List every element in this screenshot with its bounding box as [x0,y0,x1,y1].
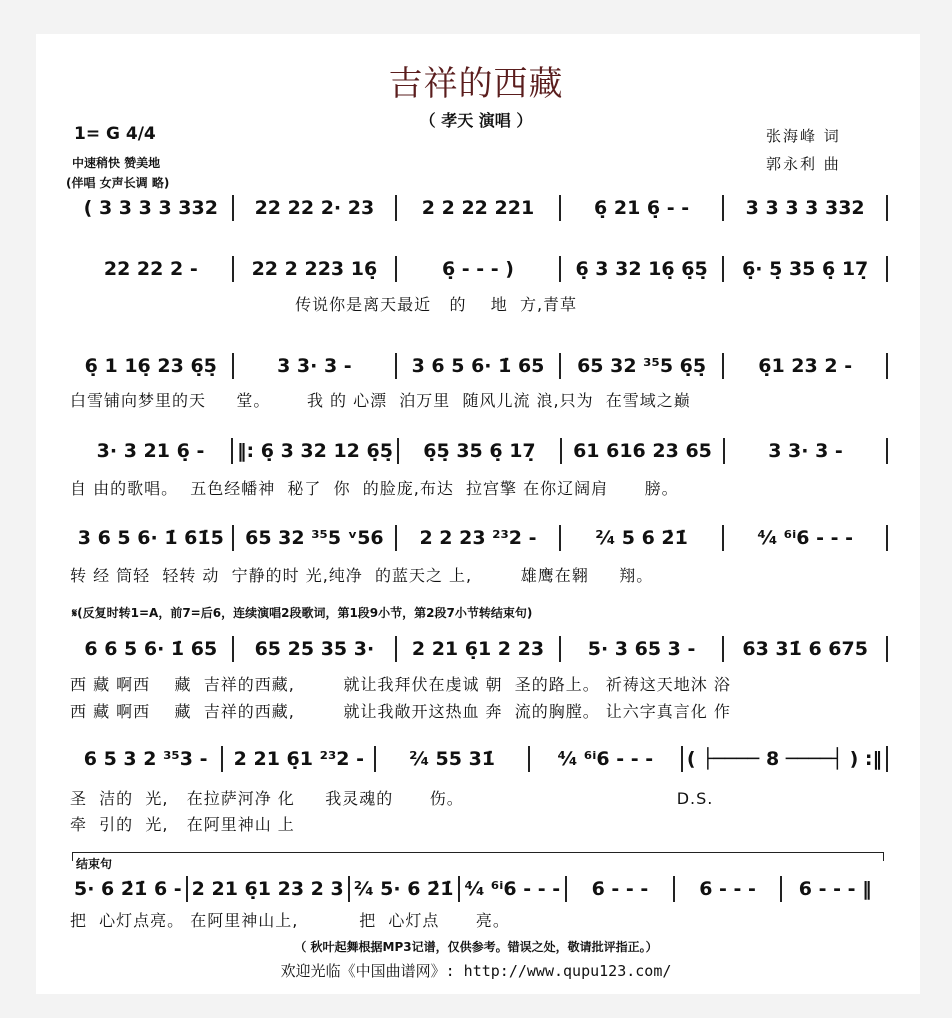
bar-line [886,746,888,772]
bar-line [886,438,888,464]
lyric-line: 自 由的歌唱。 五色经幡神 秘了 你 的脸庞,布达 拉宫擎 在你辽阔肩 膀。 [70,479,679,498]
measure: 5· 3 65 3 - [587,638,696,660]
measure: 6 - - - [699,878,756,900]
measure: 2 2 23 ²³2 - [419,527,537,549]
bar-line [886,353,888,379]
measure: ⁴⁄₄ ⁶ⁱ6 - - - [464,878,561,900]
measure: 3 3· 3 - [277,355,352,377]
accompaniment-note: (伴唱 女声长调 略) [66,176,170,190]
lyric-line: 转 经 筒轻 轻转 动 宁静的时 光,纯净 的蓝天之 上, 雄鹰在翱 翔。 [70,566,654,585]
segno-instruction: 𝄋(反复时转1=A，前7=后6，连续演唱2段歌词，第1段9小节，第2段7小节转结束句) [72,606,533,620]
lyric-line: 西 藏 啊西 藏 吉祥的西藏, 就让我敞开这热血 奔 流的胸膛。 让六字真言化 作 [70,702,731,721]
ending-label: 结束句 [76,857,113,871]
lyric-line: 把 心灯点亮。 在阿里神山上, 把 心灯点 亮。 [70,911,510,930]
lyric-line: 白雪铺向梦里的天 堂。 我 的 心漂 泊万里 随风儿流 浪,只为 在雪域之巅 [70,391,691,410]
lyric-line: 西 藏 啊西 藏 吉祥的西藏, 就让我拜伏在虔诚 朝 圣的路上。 祈祷这天地沐 浴 [70,675,731,694]
measure: ²⁄₄ 55 31̇ [409,748,496,770]
measure: 22 2 223 16̣ [251,258,378,280]
staff-system [70,352,888,380]
measure: 22 22 2 - [103,258,198,280]
measure: 6̣ 1 16̣ 23 6̣5̣ [84,355,217,377]
bar-line [886,636,888,662]
measure: 2 2 22 221 [421,197,535,219]
measure: 6 - - - [591,878,649,900]
measure: 6̣· 5̣ 35 6̣ 17̣ [742,258,869,280]
singer: （ 孝天 演唱 ） [419,111,533,130]
lyric-line: 圣 洁的 光, 在拉萨河净 化 我灵魂的 伤。 D.S. [70,789,714,808]
measure: 2 21 6̣1 ²³2 - [233,748,364,770]
measure: 22 22 2· 23 [254,197,375,219]
measure: 3 6 5 6· 1̇ 61̇5 [77,527,224,549]
measure: 2 21 6̣1 23 2 3 [191,878,344,900]
measure: 61 616 23 65 [573,440,712,462]
measure: 5· 6 2̇1̇ 6 - [74,878,182,900]
song-title: 吉祥的西藏 [388,64,564,104]
measure: 6 5 3 2 ³⁵3 - [83,748,208,770]
measure: ‖: 6̣ 3 32 12 6̣5̣ [237,440,393,462]
measure: 3· 3 21 6̣ - [96,440,205,462]
measure: 65 32 ³⁵5 ᵛ56 [245,527,384,549]
measure: 6 - - - ‖ [798,878,872,900]
tempo-marking: 中速稍快 赞美地 [72,156,161,170]
measure: ⁴⁄₄ ⁶ⁱ6 - - - [757,527,853,549]
staff-system [70,255,888,283]
composer: 郭永利 曲 [766,155,841,173]
site-link[interactable]: 欢迎光临《中国曲谱网》: http://www.qupu123.com/ [280,962,672,980]
measure: 6̣1 23 2 - [758,355,853,377]
measure: 65 25 35 3· [254,638,375,660]
key-signature: 1= G 4/4 [74,124,156,144]
measure: 6 6 5 6· 1̇ 65 [84,638,218,660]
staff-system [70,745,888,773]
staff-system [70,194,888,222]
lyricist: 张海峰 词 [766,127,841,145]
bar-line [886,195,888,221]
measure: ²⁄₄ 5· 6 2̇1̇ [353,878,454,900]
staff-system [70,635,888,663]
lyric-line: 牵 引的 光, 在阿里神山 上 [70,815,295,834]
disclaimer: （ 秋叶起舞根据MP3记谱，仅供参考。错误之处，敬请批评指正。） [294,940,658,954]
measure: 3 6 5 6· 1̇ 65 [411,355,545,377]
measure: ²⁄₄ 5 6 2̇1̇ [595,527,688,549]
measure: 3 3· 3 - [768,440,843,462]
measure: 6̣ 3 32 16̣ 6̣5̣ [575,258,708,280]
bar-line [886,525,888,551]
measure: ⁴⁄₄ ⁶ⁱ6 - - - [557,748,654,770]
staff-system [70,437,888,465]
measure: ( ├──── 8 ────┤ ) :‖ [686,748,883,770]
measure: 6̣5̣ 35 6̣ 17̣ [423,440,536,462]
measure: 3 3 3 3 332 [745,197,865,219]
lyric-line: 传说你是离天最近 的 地 方,青草 [70,295,578,314]
measure: ( 3 3 3 3 332 [83,197,218,219]
measure: 63 31̇ 6 675 [742,638,868,660]
measure: 2 21 6̣1 2 23 [411,638,545,660]
measure: 6̣ - - - ) [441,258,514,280]
bar-line [886,256,888,282]
measure: 6̣ 21 6̣ - - [594,197,690,219]
staff-system [70,875,888,903]
staff-system [70,524,888,552]
measure: 65 32 ³⁵5 6̣5̣ [577,355,707,377]
ending-bracket [72,852,884,861]
